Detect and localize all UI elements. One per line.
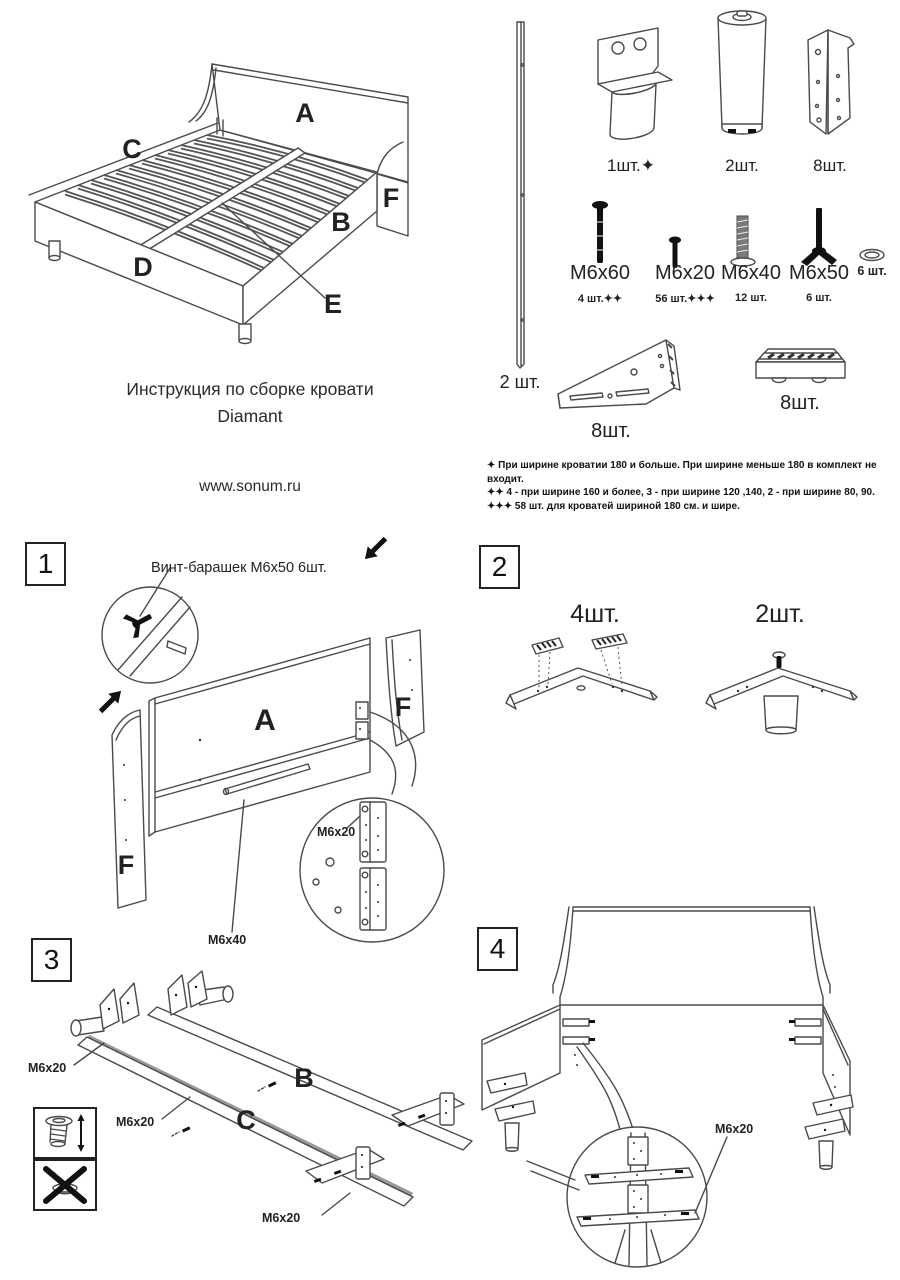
overview-label-b: B — [331, 207, 351, 237]
title-line1: Инструкция по сборке кровати — [126, 379, 374, 399]
bolt-m6x60-qty: 4 шт.✦✦ — [577, 293, 623, 305]
step4-illustration — [465, 885, 900, 1280]
center-support-leg-qty: 1шт.✦ — [607, 156, 655, 175]
overview-label-a: A — [295, 98, 315, 128]
headboard-step4 — [560, 907, 823, 1005]
bolt-m6x60-icon — [590, 200, 610, 266]
side-slat-qty: 2 шт. — [499, 372, 541, 392]
step1-callout: Винт-барашек М6х50 6шт. — [151, 560, 327, 576]
title-line2: Diamant — [217, 406, 283, 426]
arrow-icon — [96, 686, 126, 716]
step1-m6x20-label: M6x20 — [317, 825, 356, 839]
wing-bolt-m6x50-label: M6x50 — [788, 262, 850, 284]
cylinder-leg-qty: 2шт. — [725, 156, 759, 175]
overview-label-c: C — [122, 134, 142, 164]
step3-label-b: B — [294, 1063, 314, 1093]
step2-qty-right: 2шт. — [755, 600, 805, 628]
no-overtighten-warning — [33, 1159, 97, 1211]
right-leg-assembly — [805, 1095, 853, 1169]
corner-bracket-icon — [798, 26, 862, 146]
side-panel-right-curve — [377, 142, 403, 174]
leg-bracket-plate-qty: 8шт. — [591, 420, 631, 442]
website-link: www.sonum.ru — [199, 478, 301, 495]
left-rail-step4 — [482, 1005, 560, 1110]
bed-overview-illustration — [15, 2, 445, 347]
footnote-1: ✦ При ширине кроватии 180 и больше. При ширине меньше 180 в комплект не входит. — [487, 460, 877, 485]
slat-holder-qty: 8шт. — [780, 392, 820, 414]
step1-m6x40-label: M6x40 — [208, 933, 247, 947]
right-rail-step4 — [823, 1005, 850, 1135]
washer-qty: 6 шт. — [857, 264, 887, 278]
bolt-m6x40-label: M6x40 — [720, 262, 782, 284]
rail-c-left-leg — [71, 983, 139, 1036]
screw-depth-icon — [39, 1112, 91, 1154]
step1-illustration — [20, 540, 470, 970]
step1-number: 1 — [25, 542, 66, 586]
step4-m6x20-label: M6x20 — [715, 1122, 754, 1136]
wing-bolt-m6x50-qty: 6 шт. — [806, 292, 832, 304]
slat-holder-icon — [750, 345, 850, 391]
bolt-m6x60-label: M6x60 — [569, 262, 631, 284]
footnotes — [487, 459, 897, 513]
screw-depth-warning — [33, 1107, 97, 1159]
step2-illustration — [480, 592, 880, 747]
overview-label-e: E — [323, 289, 343, 319]
wing-bolt-m6x50-icon — [795, 206, 843, 270]
bolt-m6x40-qty: 12 шт. — [735, 292, 767, 304]
overview-label-d: D — [133, 252, 153, 282]
step3-m6x20-label-3: M6x20 — [262, 1211, 301, 1225]
footnote-2: ✦✦ 4 - при ширине 160 и более, 3 - при ширине 120 ,140, 2 - при ширине 80, 90. — [487, 487, 875, 498]
bolt-m6x20-label: M6x20 — [654, 262, 716, 284]
step3-number: 3 — [31, 938, 72, 982]
side-slat-icon — [513, 20, 529, 370]
leg-plate-with-leg — [706, 652, 857, 734]
step3-m6x20-label-1: M6x20 — [28, 1061, 67, 1075]
overview-label-f: F — [382, 183, 400, 213]
step2-qty-left: 4шт. — [570, 600, 620, 628]
step1-label-f-right: F — [394, 692, 412, 722]
cylinder-leg-icon — [710, 6, 774, 146]
step2-number: 2 — [479, 545, 520, 589]
step4-number: 4 — [477, 927, 518, 971]
arrow-icon — [360, 534, 390, 564]
page-title — [60, 376, 440, 430]
leg-bracket-plate-icon — [550, 336, 698, 422]
center-support-leg-icon — [586, 22, 676, 156]
footnote-3: ✦✦✦ 58 шт. для кроватей шириной 180 см. и шире. — [487, 500, 740, 512]
corner-bracket-qty: 8шт. — [813, 156, 847, 175]
leg-plate-with-holders — [506, 634, 657, 709]
step3-label-c: C — [236, 1105, 256, 1135]
washer-icon — [858, 248, 886, 262]
wing-screw-icon — [122, 605, 157, 640]
bolt-m6x20-qty: 56 шт.✦✦✦ — [655, 293, 715, 305]
crossed-screw-icon — [39, 1164, 91, 1206]
step1-label-f-left: F — [117, 850, 135, 880]
step3-m6x20-label-2: M6x20 — [116, 1115, 155, 1129]
right-rail — [243, 172, 377, 325]
step1-label-a: A — [254, 704, 276, 737]
side-panel-f-right — [386, 630, 424, 746]
rail-b-left-leg — [168, 971, 233, 1015]
detail-circle-wing-screw — [102, 587, 198, 683]
inner-brackets — [563, 1019, 836, 1088]
